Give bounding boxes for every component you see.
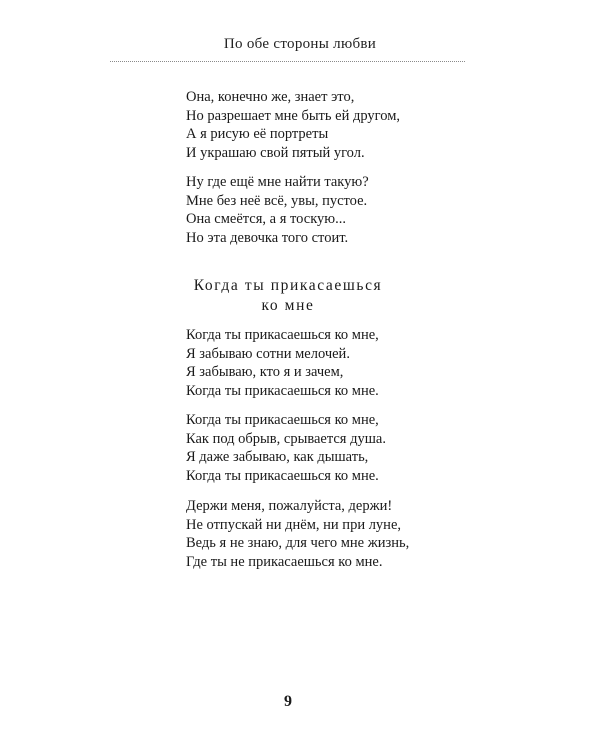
verse-line: Я забываю, кто я и зачем, <box>186 364 344 381</box>
verse-line: Она смеётся, а я тоскую... <box>186 211 346 228</box>
verse-line: Держи меня, пожалуйста, держи! <box>186 498 393 514</box>
running-header: По обе стороны любви <box>223 36 377 52</box>
verse-line: Ведь я не знаю, для чего мне жизнь, <box>186 535 410 552</box>
poem1-stanza-1 <box>186 88 400 162</box>
verse-line: Мне без неё всё, увы, пустое. <box>186 192 368 209</box>
poem1-stanza-2 <box>186 173 369 247</box>
poem2-stanza-2 <box>186 411 386 485</box>
verse-line: Когда ты прикасаешься ко мне, <box>186 327 379 343</box>
verse-line: Но разрешает мне быть ей другом, <box>186 107 401 124</box>
verse-line: Она, конечно же, знает это, <box>186 89 355 105</box>
verse-line: Когда ты прикасаешься ко мне. <box>186 382 379 399</box>
verse-line: Когда ты прикасаешься ко мне. <box>186 467 379 484</box>
verse-line: И украшаю свой пятый угол. <box>186 144 365 161</box>
verse-line: Когда ты прикасаешься ко мне, <box>186 412 379 428</box>
verse-line: Я забываю сотни мелочей. <box>186 345 350 362</box>
verse-line: А я рисую её портреты <box>186 126 329 143</box>
verse-line: Ну где ещё мне найти такую? <box>186 174 369 190</box>
verse-line: Не отпускай ни днём, ни при луне, <box>186 516 402 533</box>
verse-line: Я даже забываю, как дышать, <box>186 449 369 466</box>
page-number: 9 <box>284 693 292 710</box>
poem-title-line: ко мне <box>261 297 315 314</box>
verse-line: Как под обрыв, срывается душа. <box>186 430 386 447</box>
poem-title <box>0 276 576 316</box>
poem2-stanza-3 <box>186 497 409 571</box>
poem-title-line: Когда ты прикасаешься <box>193 277 383 294</box>
verse-line: Но эта девочка того стоит. <box>186 229 349 246</box>
verse-line: Где ты не прикасаешься ко мне. <box>186 553 383 570</box>
header-divider <box>110 61 465 62</box>
poem2-stanza-1 <box>186 326 379 400</box>
